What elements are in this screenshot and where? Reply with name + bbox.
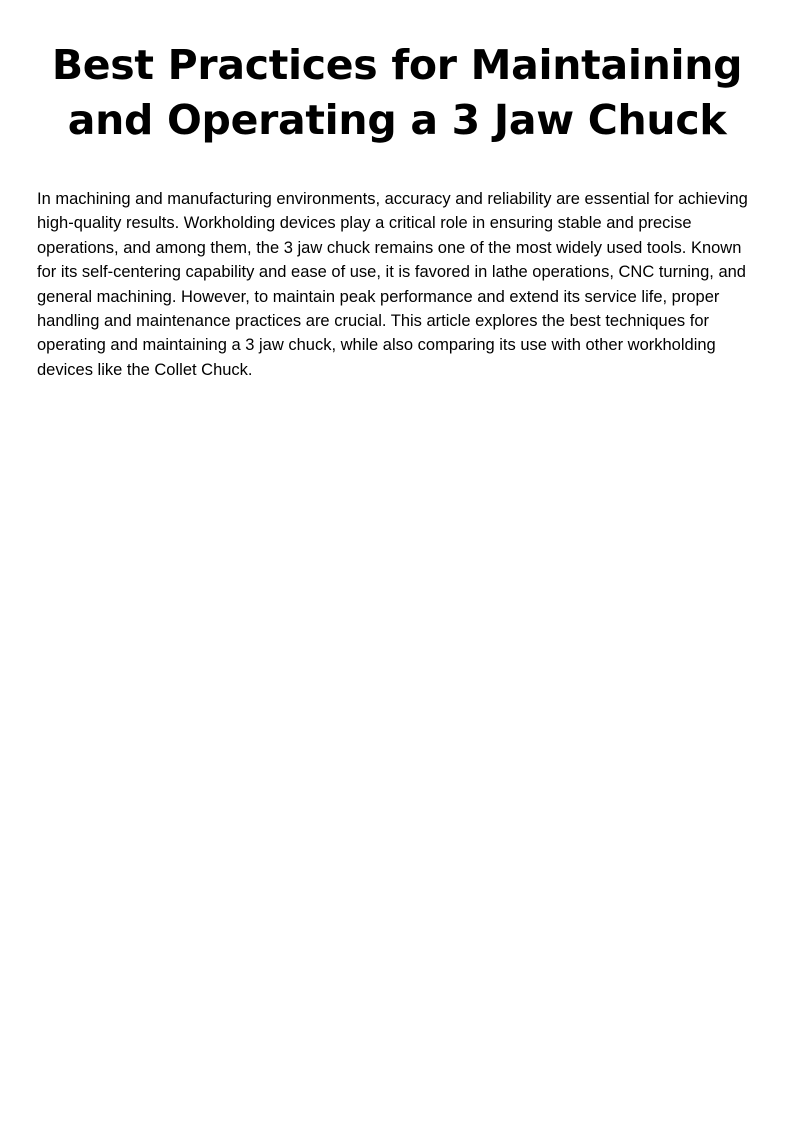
page-title: Best Practices for Maintaining and Operating a 3 Jaw Chuck xyxy=(51,41,743,144)
intro-paragraph: In machining and manufacturing environments, accuracy and reliability are essential for achieving high-quality results. Workholding devices play a critical role in ensuring stable and precise operations, and among them, the 3 jaw chuck remains one of the most widely used tools. Known for its self-centering capability and ease of use, it is favored in lathe operations, CNC turning, and general machining. However, to maintain peak performance and extend its service life, proper handling and maintenance practices are crucial. This article explores the best techniques for operating and maintaining a 3 jaw chuck, while also comparing its use with other workholding devices like the Collet Chuck. xyxy=(37,190,748,379)
